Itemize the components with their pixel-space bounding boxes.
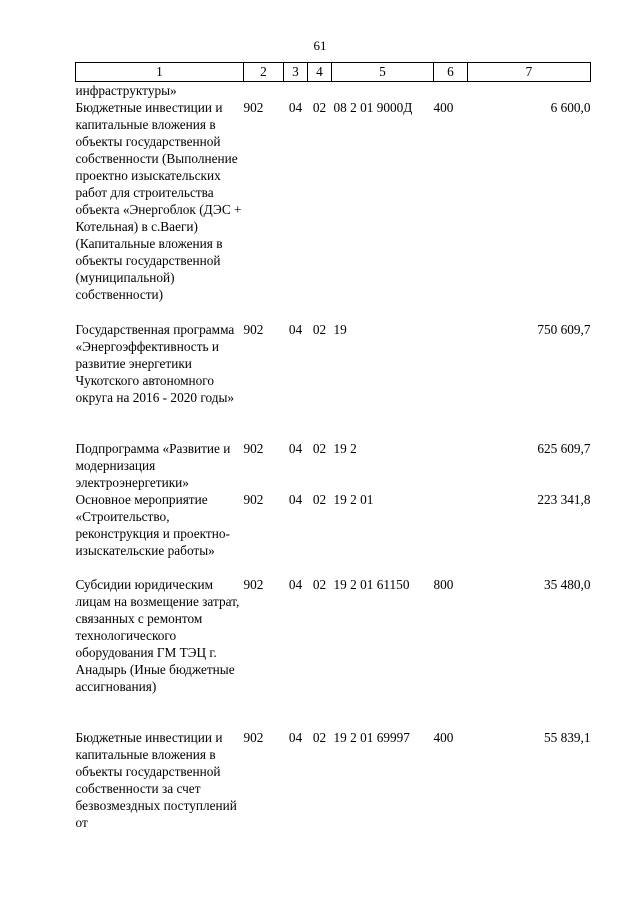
table-row <box>76 576 591 729</box>
row-section: 04 <box>288 322 303 337</box>
row-expense-type <box>434 440 468 491</box>
row-name: Основное мероприятие «Строительство, реконструкция и проектно-изыскательские работы» <box>75 492 230 558</box>
row-subsection: 02 <box>312 100 327 115</box>
table-row <box>76 729 591 831</box>
row-target-code: 19 <box>333 322 347 337</box>
row-amount: 750 609,7 <box>537 322 591 337</box>
row-target-code: 19 2 01 <box>333 492 374 507</box>
row-subsection: 02 <box>312 441 327 456</box>
row-name: Бюджетные инвестиции и капитальные вложения в объекты государственной собственности (Выполнение проектно изыскательских работ для строительства объекта «Энергоблок (ДЭС + Котельная) в с.Ваеги) (Капитальные вложения в объекты государственной (муниципальной) собственности) <box>75 100 242 302</box>
row-grbs: 902 <box>243 730 264 745</box>
row-subsection: 02 <box>312 322 327 337</box>
table-row <box>76 321 591 440</box>
row-expense-type: 400 <box>433 100 454 115</box>
row-subsection: 02 <box>312 730 327 745</box>
table-row <box>76 440 591 491</box>
row-target-code: 08 2 01 9000Д <box>333 100 413 115</box>
continuation-row <box>76 82 591 100</box>
row-amount: 55 839,1 <box>543 730 591 745</box>
row-amount: 223 341,8 <box>537 492 591 507</box>
table-row <box>76 99 591 321</box>
table-row <box>76 491 591 576</box>
row-name: Подпрограмма «Развитие и модернизация электроэнергетики» <box>75 441 231 490</box>
page-number: 61 <box>313 38 327 53</box>
row-section: 04 <box>288 100 303 115</box>
row-grbs: 902 <box>243 100 264 115</box>
row-target-code: 19 2 01 69997 <box>333 730 410 745</box>
row-expense-type: 400 <box>433 730 454 745</box>
header-cell-6: 6 <box>434 63 468 82</box>
row-name: Государственная программа «Энергоэффективность и развитие энергетики Чукотского автономного округа на 2016 - 2020 годы» <box>75 322 235 405</box>
row-subsection: 02 <box>312 492 327 507</box>
row-section: 04 <box>288 441 303 456</box>
row-amount: 6 600,0 <box>550 100 591 115</box>
row-name: Бюджетные инвестиции и капитальные вложения в объекты государственной собственности за счет безвозмездных поступлений от <box>75 730 237 830</box>
row-subsection: 02 <box>312 577 327 592</box>
header-cell-5: 5 <box>332 63 434 82</box>
header-cell-3: 3 <box>284 63 308 82</box>
row-section: 04 <box>288 730 303 745</box>
header-row <box>76 63 591 82</box>
row-section: 04 <box>288 492 303 507</box>
row-grbs: 902 <box>243 492 264 507</box>
row-expense-type: 800 <box>433 577 454 592</box>
row-target-code: 19 2 <box>333 441 357 456</box>
row-grbs: 902 <box>243 322 264 337</box>
header-cell-7: 7 <box>468 63 591 82</box>
row-grbs: 902 <box>243 577 264 592</box>
header-cell-1: 1 <box>76 63 244 82</box>
header-cell-4: 4 <box>308 63 332 82</box>
row-amount: 35 480,0 <box>543 577 591 592</box>
budget-table <box>75 62 591 831</box>
header-cell-2: 2 <box>244 63 284 82</box>
row-grbs: 902 <box>243 441 264 456</box>
row-section: 04 <box>288 577 303 592</box>
row-target-code: 19 2 01 61150 <box>333 577 410 592</box>
row-name: Субсидии юридическим лицам на возмещение затрат, связанных с ремонтом технологического оборудования ГМ ТЭЦ г. Анадырь (Иные бюджетные ассигнования) <box>75 577 240 694</box>
row-expense-type <box>434 321 468 440</box>
row-expense-type <box>434 491 468 576</box>
continuation-text: инфраструктуры» <box>75 83 177 98</box>
row-amount: 625 609,7 <box>537 441 591 456</box>
